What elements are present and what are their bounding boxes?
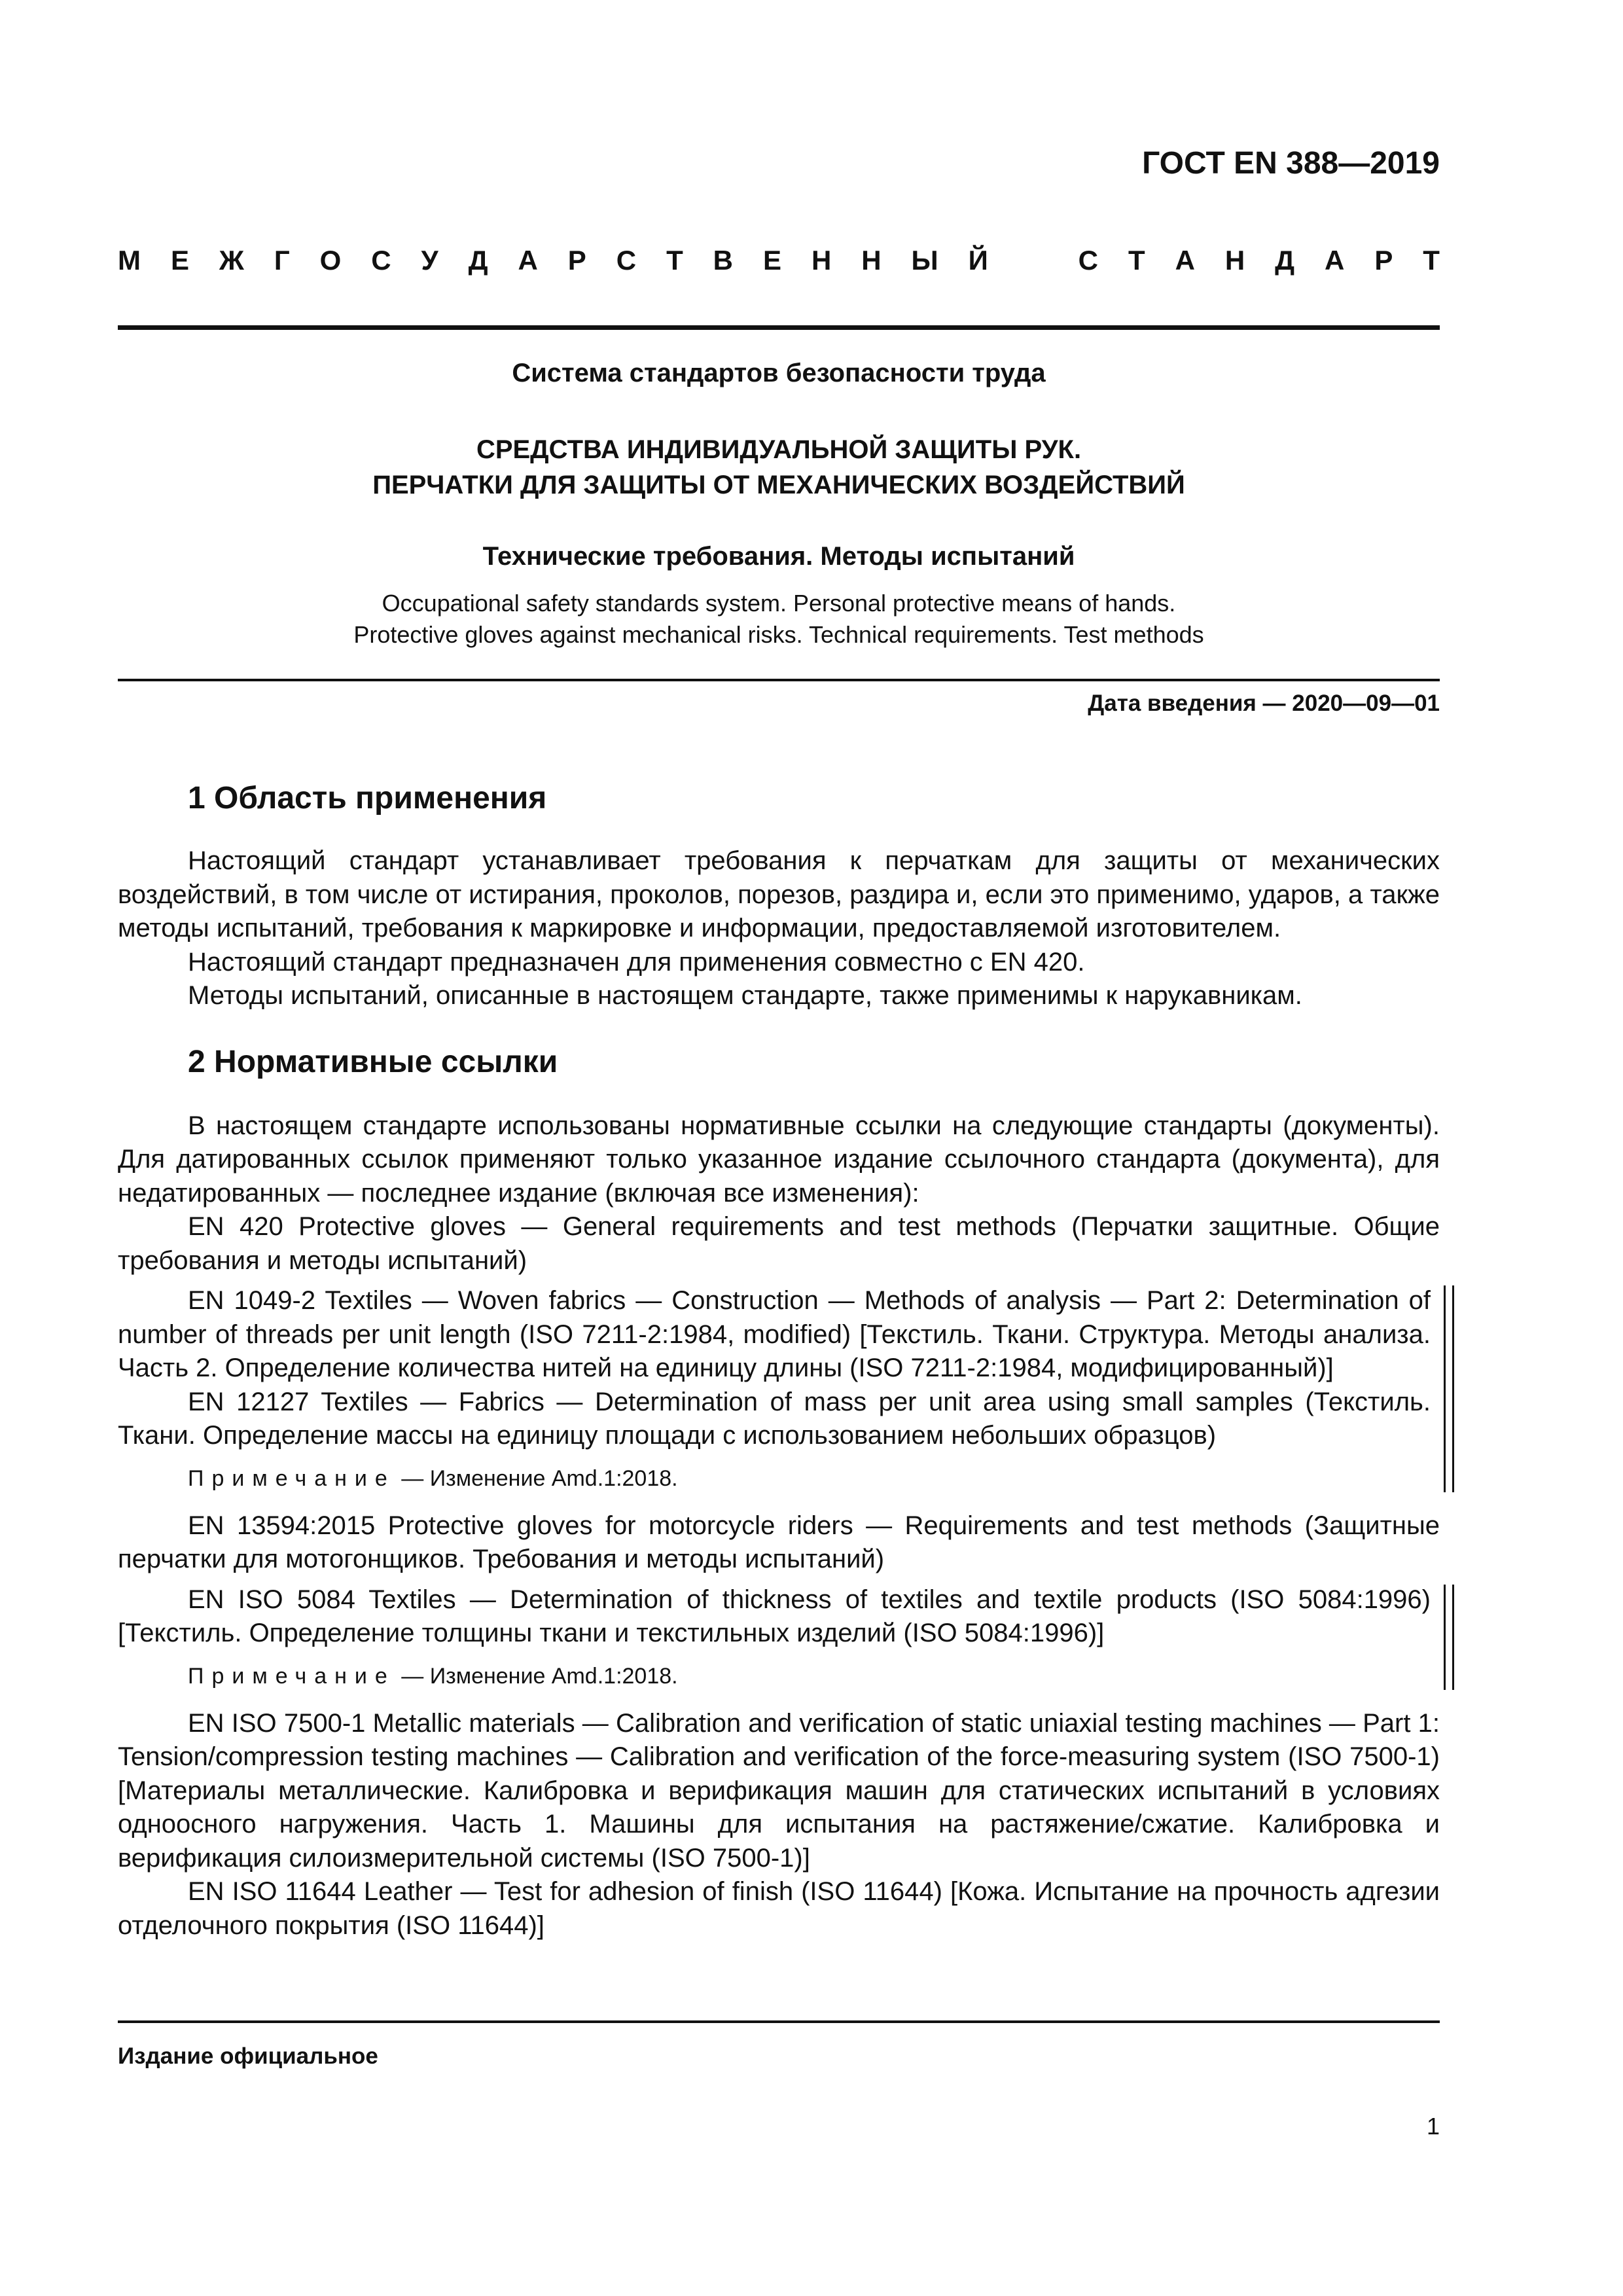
heading-letter: Д (468, 245, 488, 276)
footer-rule (118, 2020, 1440, 2023)
heading-letter: А (1325, 245, 1345, 276)
title-rule (118, 679, 1440, 681)
english-title-line: Protective gloves against mechanical risks. Technical requirements. Test methods (353, 621, 1204, 648)
note-text: — Изменение Amd.1:2018. (395, 1663, 678, 1689)
heading-letter: Ы (911, 245, 938, 276)
heading-letter: Е (170, 245, 189, 276)
note-text: — Изменение Amd.1:2018. (395, 1465, 678, 1491)
heading-letter: Т (1128, 245, 1145, 276)
note-label: Примечание (188, 1465, 395, 1491)
reference-item: EN 13594:2015 Protective gloves for motorcycle riders — Requirements and test methods (Защитные перчатки для мотогонщиков. Требования и методы испытаний) (118, 1511, 1440, 1573)
header-rule (118, 325, 1440, 330)
heading-letter: Р (567, 245, 586, 276)
heading-letter: Н (811, 245, 832, 276)
heading-letter: Е (762, 245, 781, 276)
standards-system-title: Система стандартов безопасности труда (512, 359, 1046, 387)
paragraph: В настоящем стандарте использованы нормативные ссылки на следующие стандарты (документы). Для датированных ссылок применяют только указанное издание ссылочного стандарта (документа), для недатированных — последнее издание (включая все изменения): (118, 1111, 1440, 1208)
section-heading: 1 Область применения (188, 781, 547, 816)
document-title (118, 432, 1440, 503)
english-title (118, 588, 1440, 651)
interstate-standard-heading (118, 245, 1440, 276)
heading-letter: С (616, 245, 637, 276)
heading-letter: М (118, 245, 141, 276)
heading-letter: О (319, 245, 342, 276)
heading-letter: Ж (219, 245, 244, 276)
official-edition-label: Издание официальное (118, 2043, 378, 2069)
paragraph: Методы испытаний, описанные в настоящем стандарте, также применимы к нарукавникам. (188, 981, 1302, 1010)
paragraph: Настоящий стандарт устанавливает требования к перчаткам для защиты от механических воздействий, в том числе от истирания, проколов, порезов, раздира и, если это применимо, ударов, а также методы испытаний, требования к маркировке и информации, предоставляемой изготовителем. (118, 846, 1440, 942)
introduction-date: Дата введения — 2020—09—01 (1088, 691, 1440, 716)
heading-letter: А (518, 245, 538, 276)
note (118, 1661, 1431, 1691)
reference-item: EN 420 Protective gloves — General requirements and test methods (Перчатки защитные. Общие требования и методы испытаний) (118, 1212, 1440, 1275)
note-label: Примечание (188, 1663, 395, 1689)
english-title-line: Occupational safety standards system. Personal protective means of hands. (382, 590, 1176, 617)
heading-letter: Н (1224, 245, 1245, 276)
heading-letter: У (421, 245, 438, 276)
section-heading: 2 Нормативные ссылки (188, 1044, 558, 1079)
reference-item: EN ISO 5084 Textiles — Determination of thickness of textiles and textile products (ISO 5084:1996) [Текстиль. Определение толщины ткани и текстильных изделий (ISO 5084:1996)] (118, 1585, 1431, 1647)
heading-letter: В (713, 245, 734, 276)
document-body (118, 779, 1440, 1943)
reference-item: EN ISO 11644 Leather — Test for adhesion of finish (ISO 11644) [Кожа. Испытание на прочность адгезии отделочного покрытия (ISO 11644)] (118, 1877, 1440, 1940)
page-number: 1 (1426, 2113, 1440, 2140)
note (118, 1463, 1431, 1494)
heading-letter: Р (1374, 245, 1393, 276)
heading-letter: А (1175, 245, 1195, 276)
reference-item: EN 1049-2 Textiles — Woven fabrics — Construction — Methods of analysis — Part 2: Determination of number of threads per unit length (ISO 7211-2:1984, modified) [Текстиль. Ткани. Структура. Методы анализа. Часть 2. Определение количества нитей на единицу длины (ISO 7211-2:1984, модифицированный)] (118, 1286, 1431, 1382)
paragraph: Настоящий стандарт предназначен для применения совместно с EN 420. (188, 947, 1085, 977)
heading-letter: Г (274, 245, 290, 276)
heading-letter: Т (666, 245, 683, 276)
standard-number: ГОСТ EN 388—2019 (1142, 146, 1440, 181)
heading-letter: С (1078, 245, 1098, 276)
reference-item: EN ISO 7500-1 Metallic materials — Calibration and verification of static uniaxial testing machines — Part 1: Tension/compression testing machines — Calibration and verification of the force-measuring system (ISO 7500-1) [Материалы металлические. Калибровка и верификация машин для статических испытаний в условиях одноосного нагружения. Часть 1. Машины для испытания на растяжение/сжатие. Калибровка и верификация силоизмерительной системы (ISO 7500-1)] (118, 1708, 1440, 1873)
document-subtitle: Технические требования. Методы испытаний (482, 542, 1075, 571)
heading-letter: Й (968, 245, 988, 276)
title-line: СРЕДСТВА ИНДИВИДУАЛЬНОЙ ЗАЩИТЫ РУК. (476, 435, 1082, 464)
title-line: ПЕРЧАТКИ ДЛЯ ЗАЩИТЫ ОТ МЕХАНИЧЕСКИХ ВОЗДЕЙСТВИЙ (372, 471, 1185, 499)
reference-item: EN 12127 Textiles — Fabrics — Determination of mass per unit area using small samples (Текстиль. Ткани. Определение массы на единицу площади с использованием небольших образцов) (118, 1387, 1431, 1450)
heading-letter: Т (1423, 245, 1440, 276)
heading-letter: С (371, 245, 391, 276)
heading-letter: Н (861, 245, 882, 276)
amendment-block (118, 1583, 1440, 1691)
heading-letter: Д (1275, 245, 1295, 276)
amendment-block (118, 1284, 1440, 1494)
